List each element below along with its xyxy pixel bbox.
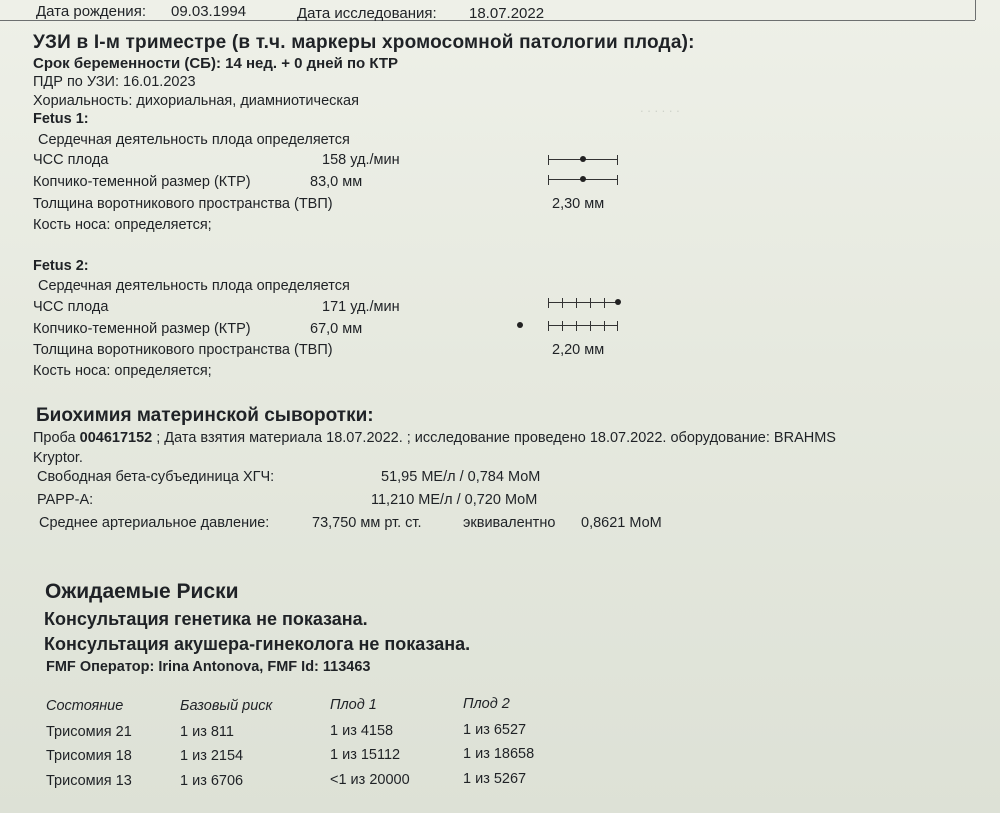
fetus1-nt-value: 2,30 мм	[552, 196, 605, 212]
fetus1-crl-label: Копчико-теменной размер (КТР)	[33, 174, 251, 190]
fetus1-heading: Fetus 1:	[33, 111, 89, 127]
fetus1-hr-value: 158 уд./мин	[322, 152, 400, 168]
hcg-value: 51,95 МЕ/л / 0,784 МоМ	[381, 469, 541, 485]
fmf-operator: FMF Оператор: Irina Antonova, FMF Id: 113463	[46, 659, 371, 675]
fetus2-nt-value: 2,20 мм	[552, 342, 605, 358]
fetus2-heading: Fetus 2:	[33, 258, 89, 274]
study-date-label: Дата исследования:	[297, 5, 437, 22]
genetics-consult: Консультация генетика не показана.	[44, 609, 368, 629]
map-mom: 0,8621 МоМ	[581, 515, 662, 531]
bleed-through: . . . . . .	[640, 100, 680, 115]
table-row-t18-base: 1 из 2154	[180, 748, 244, 764]
col-fetus1: Плод 1	[330, 697, 377, 713]
sample-details: ; Дата взятия материала 18.07.2022. ; исследование проведено 18.07.2022. оборудование: BRAHMS	[152, 430, 836, 446]
equipment-continuation: Kryptor.	[33, 450, 83, 466]
fetus1-hr-marker	[580, 156, 586, 162]
table-row-t21-condition: Трисомия 21	[46, 724, 132, 740]
biochem-title: Биохимия материнской сыворотки:	[36, 405, 374, 426]
sample-line	[33, 430, 836, 446]
sample-prefix: Проба	[33, 430, 80, 446]
hcg-label: Свободная бета-субъединица ХГЧ:	[37, 469, 275, 485]
map-label: Среднее артериальное давление:	[39, 515, 270, 531]
fetus2-nt-label: Толщина воротникового пространства (ТВП)	[33, 342, 333, 358]
table-row-t13-condition: Трисомия 13	[46, 773, 132, 789]
fetus1-hr-scale	[548, 155, 618, 165]
header-border	[975, 0, 976, 20]
birth-date-value: 09.03.1994	[171, 3, 247, 20]
fetus2-crl-label: Копчико-теменной размер (КТР)	[33, 321, 251, 337]
fetus2-nasal-bone: Кость носа: определяется;	[33, 363, 212, 379]
fetus1-nt-label: Толщина воротникового пространства (ТВП)	[33, 196, 333, 212]
fetus2-crl-value: 67,0 мм	[310, 321, 363, 337]
fetus1-crl-marker	[580, 176, 586, 182]
col-fetus2: Плод 2	[463, 696, 510, 712]
table-row-t13-fetus2: 1 из 5267	[463, 771, 527, 787]
obgyn-consult: Консультация акушера-гинеколога не показана.	[44, 634, 471, 654]
fetus2-hr-label: ЧСС плода	[33, 299, 109, 315]
table-row-t18-fetus2: 1 из 18658	[463, 746, 535, 762]
fetus1-nasal-bone: Кость носа: определяется;	[33, 217, 212, 233]
fetus1-crl-scale	[548, 175, 618, 185]
fetus2-crl-scale	[548, 321, 618, 331]
col-condition: Состояние	[46, 698, 124, 714]
pappa-value: 11,210 МЕ/л / 0,720 МоМ	[371, 492, 538, 508]
table-row-t18-condition: Трисомия 18	[46, 748, 132, 764]
sample-id: 004617152	[79, 430, 153, 446]
col-base-risk: Базовый риск	[180, 698, 273, 714]
fetus2-crl-marker	[517, 322, 523, 328]
chorionicity: Хориальность: дихориальная, диамниотическая	[33, 93, 359, 109]
study-date-value: 18.07.2022	[469, 5, 545, 22]
table-row-t13-base: 1 из 6706	[180, 773, 244, 789]
fetus1-crl-value: 83,0 мм	[310, 174, 363, 190]
pregnancy-term: Срок беременности (СБ): 14 нед. + 0 дней по КТР	[33, 55, 399, 72]
due-date: ПДР по УЗИ: 16.01.2023	[33, 74, 196, 90]
map-value: 73,750 мм рт. ст.	[312, 515, 422, 531]
fetus2-cardiac: Сердечная деятельность плода определяется	[38, 278, 350, 294]
fetus1-cardiac: Сердечная деятельность плода определяется	[38, 132, 350, 148]
fetus2-hr-marker	[615, 299, 621, 305]
fetus1-hr-label: ЧСС плода	[33, 152, 109, 168]
table-row-t21-fetus2: 1 из 6527	[463, 722, 527, 738]
birth-date-label: Дата рождения:	[36, 3, 146, 20]
pappa-label: PAPP-A:	[37, 492, 94, 508]
table-row-t21-base: 1 из 811	[180, 724, 234, 740]
table-row-t21-fetus1: 1 из 4158	[330, 723, 394, 739]
map-equiv-label: эквивалентно	[463, 515, 556, 531]
ultrasound-title: УЗИ в I-м триместре (в т.ч. маркеры хромосомной патологии плода):	[33, 32, 695, 53]
fetus2-hr-value: 171 уд./мин	[322, 299, 400, 315]
table-row-t18-fetus1: 1 из 15112	[330, 747, 401, 763]
fetus2-hr-scale	[548, 298, 618, 308]
risks-title: Ожидаемые Риски	[45, 580, 239, 603]
table-row-t13-fetus1: <1 из 20000	[330, 772, 410, 788]
